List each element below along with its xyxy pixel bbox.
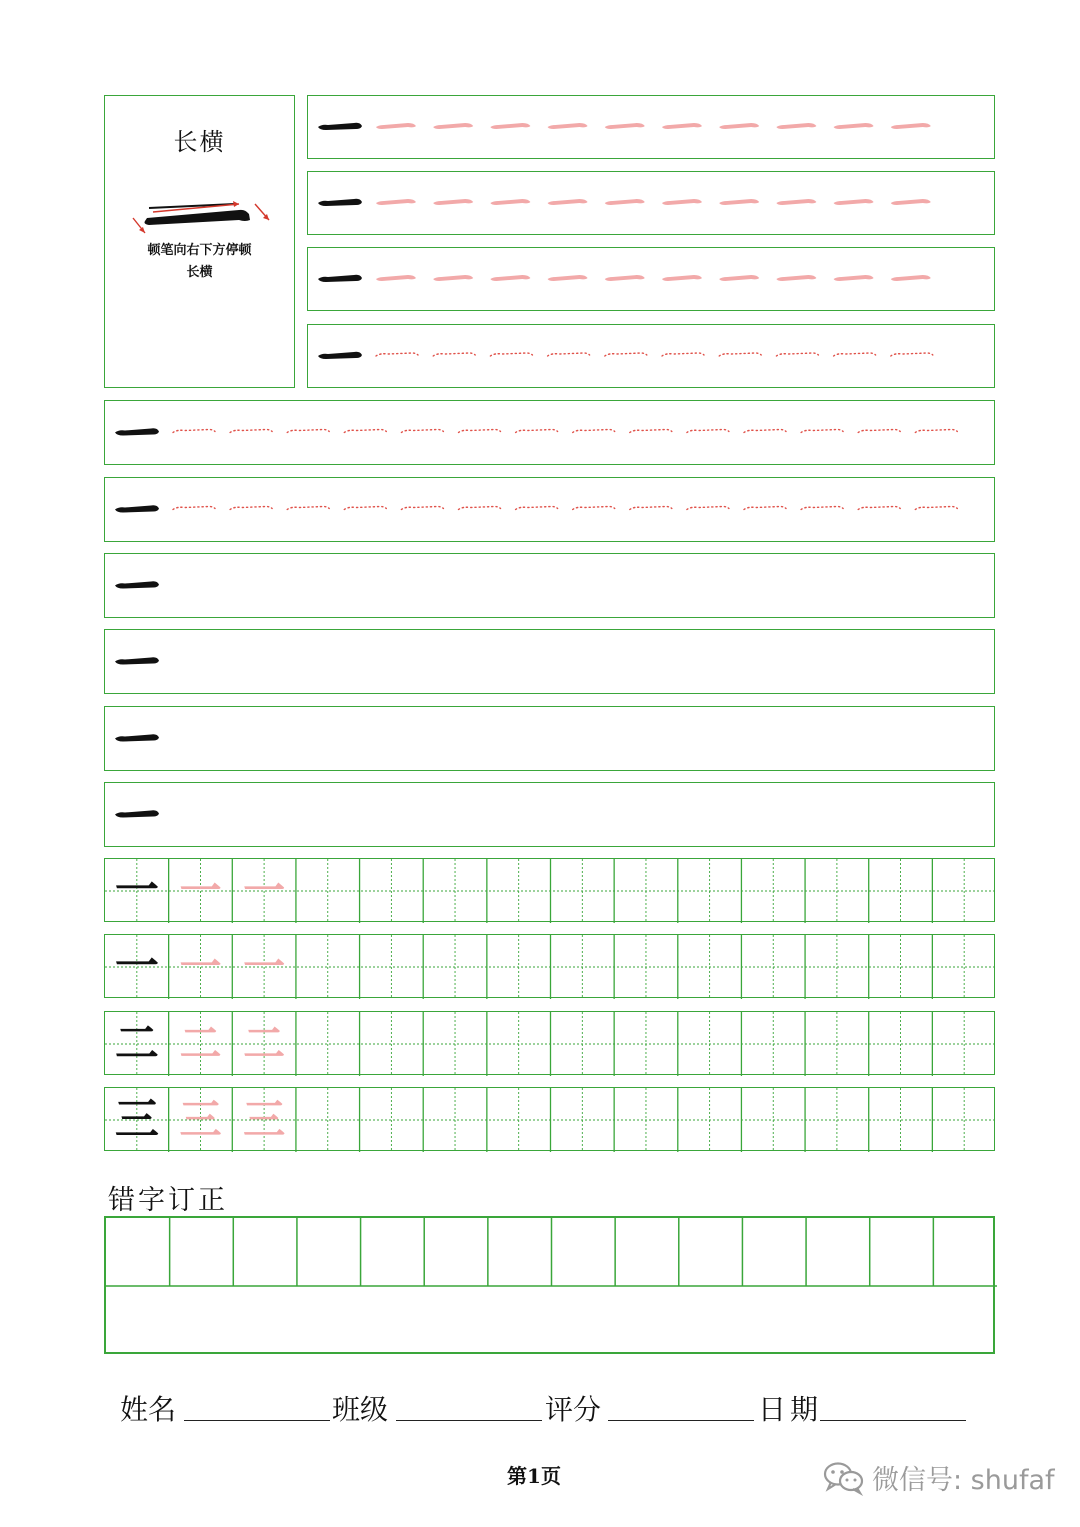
trace-stroke [776,275,816,281]
trace-stroke [662,275,702,281]
trace-stroke [719,199,759,205]
grid-model-char: 二 [114,1018,159,1069]
dotted-stroke [287,507,329,510]
dotted-stroke [630,507,672,510]
trace-stroke [605,275,645,281]
short-practice-row[interactable] [307,324,995,388]
trace-stroke [376,199,416,205]
name-label: 姓名 [120,1393,177,1426]
trace-stroke [490,123,530,129]
trace-stroke [719,275,759,281]
lead-stroke-一 [115,581,159,588]
wide-row-strokes [105,707,996,772]
dotted-stroke [433,353,475,356]
dotted-stroke [459,430,501,433]
lead-stroke-一 [318,352,362,359]
dotted-stroke [915,507,957,510]
grid-row-lines [105,935,996,999]
trace-stroke [662,199,702,205]
trace-stroke [605,123,645,129]
wide-row-strokes [105,630,996,695]
short-row-strokes [308,325,996,389]
score-label: 评分 [545,1393,602,1426]
grid-practice-row[interactable] [104,1011,995,1075]
trace-stroke [891,123,931,129]
wide-practice-row[interactable] [104,629,995,694]
lead-stroke-一 [115,657,159,664]
wide-practice-row[interactable] [104,400,995,465]
dotted-stroke [376,353,418,356]
stroke-instruction: 顿笔向右下方停顿 [147,243,252,258]
dotted-stroke [662,353,704,356]
grid-row-lines [105,1088,996,1152]
wide-row-strokes [105,783,996,848]
wide-practice-row[interactable] [104,553,995,618]
dotted-stroke [687,507,729,510]
grid-trace-char: 一 [179,942,222,991]
correction-grid[interactable] [104,1216,995,1354]
trace-stroke [605,199,645,205]
dotted-stroke [401,430,443,433]
short-practice-row[interactable] [307,171,995,235]
trace-stroke [548,275,588,281]
dotted-stroke [344,430,386,433]
grid-practice-row[interactable] [104,858,995,922]
wide-practice-row[interactable] [104,706,995,771]
trace-stroke [490,275,530,281]
stroke-demo-illustration [127,196,277,236]
dotted-stroke [230,430,272,433]
class-field[interactable] [396,1420,542,1421]
dotted-stroke [173,507,215,510]
short-row-strokes [308,96,996,160]
dotted-stroke [573,430,615,433]
grid-trace-char: 一 [243,942,286,991]
dotted-stroke [858,507,900,510]
trace-stroke [433,275,473,281]
class-label: 班级 [332,1393,389,1426]
dotted-stroke [516,430,558,433]
lead-stroke-一 [318,275,362,282]
name-field[interactable] [184,1420,330,1421]
watermark-text: 微信号: shufaf [872,1465,1055,1496]
grid-trace-char: 三 [179,1095,222,1144]
grid-trace-char: 一 [179,866,222,915]
dotted-stroke [776,353,818,356]
dotted-stroke [744,507,786,510]
grid-model-char: 一 [114,941,159,992]
trace-stroke [776,199,816,205]
stroke-title: 长横 [173,128,226,156]
grid-practice-row[interactable] [104,1087,995,1151]
date-field[interactable] [820,1420,966,1421]
lead-stroke-一 [115,428,159,435]
dotted-stroke [915,430,957,433]
dotted-stroke [801,507,843,510]
short-practice-row[interactable] [307,247,995,311]
grid-practice-row[interactable] [104,934,995,998]
grid-model-char: 三 [114,1094,159,1145]
grid-row-lines [105,859,996,923]
trace-stroke [376,123,416,129]
dotted-stroke [344,507,386,510]
grid-trace-char: 三 [243,1095,286,1144]
grid-trace-char: 二 [179,1019,222,1068]
dotted-stroke [573,507,615,510]
trace-stroke [834,275,874,281]
dotted-stroke [719,353,761,356]
lead-stroke-一 [318,123,362,130]
stroke-instruction-name: 长横 [186,265,213,280]
dotted-stroke [459,507,501,510]
lead-stroke-一 [115,505,159,512]
short-practice-row[interactable] [307,95,995,159]
trace-stroke [834,199,874,205]
score-field[interactable] [608,1420,754,1421]
trace-stroke [776,123,816,129]
grid-trace-char: 二 [243,1019,286,1068]
trace-stroke [376,275,416,281]
dotted-stroke [858,430,900,433]
correction-title: 错字订正 [108,1185,228,1216]
date-label: 日期 [758,1393,823,1426]
grid-row-lines [105,1012,996,1076]
trace-stroke [433,199,473,205]
grid-trace-char: 一 [243,866,286,915]
short-row-strokes [308,248,996,312]
wechat-icon [822,1460,866,1496]
wide-row-strokes [105,554,996,619]
short-row-strokes [308,172,996,236]
dotted-stroke [891,353,933,356]
trace-stroke [548,123,588,129]
wide-row-strokes [105,478,996,543]
stroke-demo-brush [145,210,251,225]
lead-stroke-一 [115,810,159,817]
wide-row-strokes [105,401,996,466]
dotted-stroke [548,353,590,356]
dotted-stroke [401,507,443,510]
dotted-stroke [516,507,558,510]
dotted-stroke [230,507,272,510]
trace-stroke [490,199,530,205]
dotted-stroke [744,430,786,433]
page-number: 第1页 [507,1464,561,1488]
wide-practice-row[interactable] [104,477,995,542]
trace-stroke [662,123,702,129]
dotted-stroke [287,430,329,433]
dotted-stroke [630,430,672,433]
dotted-stroke [490,353,532,356]
trace-stroke [891,199,931,205]
trace-stroke [433,123,473,129]
trace-stroke [834,123,874,129]
dotted-stroke [801,430,843,433]
watermark [822,1458,1055,1497]
correction-grid-lines [106,1218,997,1356]
trace-stroke [719,123,759,129]
wide-practice-row[interactable] [104,782,995,847]
lead-stroke-一 [115,734,159,741]
dotted-stroke [173,430,215,433]
lead-stroke-一 [318,199,362,206]
stroke-intro-card [104,95,295,388]
dotted-stroke [687,430,729,433]
trace-stroke [548,199,588,205]
dotted-stroke [605,353,647,356]
dotted-stroke [834,353,876,356]
trace-stroke [891,275,931,281]
grid-model-char: 一 [114,865,159,916]
